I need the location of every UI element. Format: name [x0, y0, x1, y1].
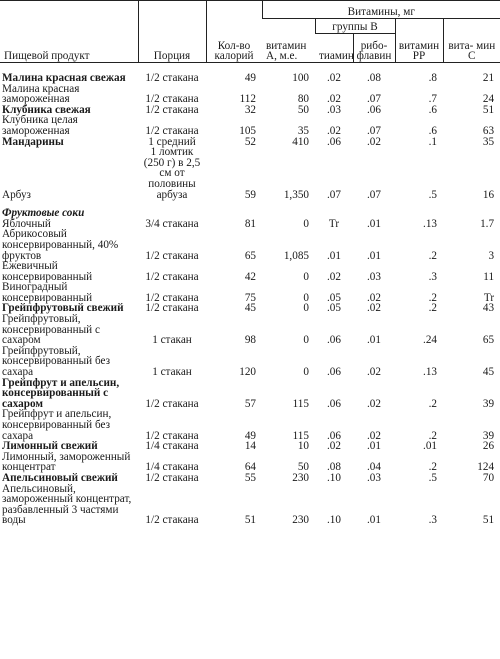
thiamin: .06	[327, 397, 341, 410]
product-name: Ежевичный консервированный	[2, 260, 93, 283]
table-row	[0, 378, 500, 410]
vitamin-a: 1,085	[283, 249, 309, 262]
riboflavin: .03	[367, 471, 381, 484]
section-title: Фруктовые соки	[2, 207, 85, 220]
thiamin: .02	[327, 124, 341, 137]
vitamin-c: 26	[482, 440, 495, 453]
vitamin-pp: .2	[428, 429, 437, 442]
table-row	[0, 346, 500, 378]
portion: 1/2 стакана	[145, 429, 199, 442]
vitamin-c: 3	[488, 249, 495, 262]
vitamin-c: 51	[482, 514, 495, 527]
header-vit-a: витамин А, м.е.	[262, 19, 315, 63]
calories: 120	[239, 366, 256, 379]
table-row	[0, 484, 500, 526]
riboflavin: .02	[367, 366, 381, 379]
table-row	[0, 282, 500, 303]
riboflavin: .08	[367, 72, 381, 84]
product-name: Абрикосовый консервированный, 40% фруктов	[2, 228, 119, 262]
product-name: Малина красная свежая	[2, 72, 126, 84]
table-row	[0, 261, 500, 282]
vitamin-a: 0	[303, 217, 309, 230]
portion: 1/4 стакана	[145, 440, 199, 453]
product-name: Апельсиновый свежий	[2, 471, 118, 484]
vitamin-pp: .3	[428, 514, 437, 527]
riboflavin: .04	[367, 461, 381, 474]
vitamin-a: 230	[292, 471, 309, 484]
portion: 1 ломтик (250 г) в 2,5 см от половины арбуза	[143, 146, 201, 201]
portion: 1/2 стакана	[145, 291, 199, 304]
vitamin-pp: .01	[423, 440, 437, 453]
vitamin-c: 65	[482, 334, 495, 347]
riboflavin: .03	[367, 270, 381, 283]
vitamin-pp: .2	[428, 249, 437, 262]
vitamin-pp: .1	[428, 135, 437, 148]
portion: 1 стакан	[152, 366, 192, 379]
header-thiamin: тиамин	[315, 34, 353, 63]
vitamin-c: Tr	[483, 291, 495, 304]
portion: 3/4 стакана	[145, 217, 199, 230]
riboflavin: .07	[367, 124, 381, 137]
vitamin-a: 115	[292, 397, 309, 410]
vitamin-c: 70	[482, 471, 495, 484]
product-name: Грейпфрут и апельсин, консервированный без сахара	[2, 408, 112, 442]
product-name: Лимонный свежий	[2, 440, 98, 453]
calories: 81	[244, 217, 256, 230]
table-row	[0, 473, 500, 484]
calories: 45	[244, 302, 256, 315]
vitamin-pp: .2	[428, 461, 437, 474]
product-name: Грейпфрутовый, консервированный без сахара	[2, 344, 111, 379]
table-row	[0, 229, 500, 261]
header-riboflavin: рибо- флавин	[353, 34, 395, 63]
vitamin-a: 0	[303, 291, 309, 304]
table-row	[0, 137, 500, 148]
vitamin-c: 16	[482, 188, 495, 201]
product-name: Виноградный консервированный	[2, 281, 93, 304]
calories: 51	[244, 514, 256, 527]
thiamin: .02	[327, 93, 341, 106]
vitamin-a: 10	[297, 440, 309, 453]
vitamin-a: 410	[292, 135, 309, 148]
vitamin-a: 0	[303, 366, 309, 379]
vitamin-pp: .13	[423, 217, 437, 230]
portion: 1/2 стакана	[145, 124, 199, 137]
vitamin-c: 21	[482, 72, 495, 84]
product-name: Грейпфрутовый свежий	[2, 302, 124, 315]
thiamin: .02	[327, 440, 341, 453]
vitamin-c: 39	[482, 429, 495, 442]
calories: 65	[244, 249, 256, 262]
riboflavin: .07	[367, 93, 381, 106]
table-row	[0, 219, 500, 230]
calories: 49	[244, 72, 256, 84]
calories: 105	[239, 124, 256, 137]
table-body	[0, 63, 500, 526]
portion: 1/2 стакана	[145, 270, 199, 283]
portion: 1 средний	[148, 135, 196, 148]
thiamin: .05	[327, 291, 341, 304]
product-name: Лимонный, замороженный концентрат	[2, 450, 131, 474]
riboflavin: .01	[367, 514, 381, 527]
portion: 1/2 стакана	[145, 103, 199, 116]
header-vit-c: вита- мин С	[443, 19, 500, 63]
thiamin: .06	[327, 334, 341, 347]
calories: 98	[244, 334, 256, 347]
calories: 42	[244, 270, 256, 283]
portion: 1/2 стакана	[145, 514, 199, 527]
vitamin-a: 0	[303, 302, 309, 315]
vitamin-pp: .24	[423, 334, 437, 347]
riboflavin: .02	[367, 302, 381, 315]
calories: 112	[239, 93, 256, 106]
vitamin-a: 35	[297, 124, 309, 137]
vitamin-pp: .5	[428, 471, 437, 484]
riboflavin: .06	[367, 103, 381, 116]
product-name: Малина красная замороженная	[2, 82, 80, 106]
vitamin-pp: .5	[428, 188, 437, 201]
vitamin-a: 0	[303, 334, 309, 347]
header-calories: Кол-во калорий	[206, 1, 262, 63]
product-name: Апельсиновый, замороженный концентрат, разбавленный 3 частями воды	[2, 482, 132, 527]
product-name: Яблочный	[2, 217, 51, 230]
calories: 32	[244, 103, 256, 116]
product-name: Клубника свежая	[2, 103, 91, 116]
thiamin: .02	[327, 270, 341, 283]
vitamin-pp: .2	[428, 302, 437, 315]
vitamin-c: 63	[482, 124, 495, 137]
vitamin-c: 51	[482, 103, 495, 116]
calories: 59	[244, 188, 256, 201]
calories: 52	[244, 135, 256, 148]
riboflavin: .07	[367, 188, 381, 201]
portion: 1/2 стакана	[145, 471, 199, 484]
vitamin-pp: .13	[423, 366, 437, 379]
thiamin: Tr	[328, 217, 340, 230]
vitamin-c: 24	[482, 93, 495, 106]
table-row	[0, 84, 500, 105]
riboflavin: .02	[367, 429, 381, 442]
portion: 1/2 стакана	[145, 397, 199, 410]
calories: 14	[244, 440, 256, 453]
thiamin: .05	[327, 302, 341, 315]
vitamin-c: 1.7	[480, 217, 495, 230]
vitamin-a: 50	[297, 103, 309, 116]
calories: 55	[244, 471, 256, 484]
vitamin-pp: .7	[428, 93, 437, 106]
product-name: Грейпфрут и апельсин, консервированный с сахаром	[2, 376, 120, 410]
vitamin-a: 230	[292, 514, 309, 527]
thiamin: .10	[327, 514, 341, 527]
portion: 1/2 стакана	[145, 72, 199, 84]
portion: 1 стакан	[152, 334, 192, 347]
header-vit-pp: витамин РР	[395, 19, 443, 63]
product-name: Грейпфрутовый, консервированный с сахаром	[2, 313, 100, 347]
vitamin-a: 100	[292, 72, 309, 84]
riboflavin: .01	[367, 249, 381, 262]
riboflavin: .02	[367, 397, 381, 410]
header-group-b: группы B	[315, 19, 395, 34]
header-portion: Порция	[138, 1, 206, 63]
portion: 1/2 стакана	[145, 249, 199, 262]
vitamin-a: 1,350	[283, 188, 309, 201]
calories: 64	[244, 461, 256, 474]
table-row	[0, 452, 500, 473]
vitamin-a: 80	[297, 93, 309, 106]
vitamin-a: 50	[297, 461, 309, 474]
thiamin: .01	[327, 249, 341, 262]
product-name: Клубника целая замороженная	[2, 114, 78, 137]
riboflavin: .02	[367, 291, 381, 304]
vitamin-a: 115	[292, 429, 309, 442]
thiamin: .06	[327, 366, 341, 379]
vitamin-c: 45	[482, 366, 495, 379]
header-vitamins: Витамины, мг	[262, 1, 500, 19]
thiamin: .10	[327, 471, 341, 484]
vitamin-c: 43	[482, 302, 495, 315]
calories: 57	[244, 397, 256, 410]
table-row	[0, 409, 500, 441]
riboflavin: .01	[367, 334, 381, 347]
portion: 1/4 стакана	[145, 461, 199, 474]
riboflavin: .02	[367, 135, 381, 148]
table-row	[0, 115, 500, 136]
portion: 1/2 стакана	[145, 302, 199, 315]
calories: 75	[244, 291, 256, 304]
thiamin: .02	[327, 72, 341, 84]
vitamin-pp: .2	[428, 397, 437, 410]
vitamin-a: 0	[303, 270, 309, 283]
table-row	[0, 73, 500, 84]
thiamin: .06	[327, 429, 341, 442]
vitamin-pp: .3	[428, 270, 437, 283]
thiamin: .03	[327, 103, 341, 116]
thiamin: .08	[327, 461, 341, 474]
product-name: Мандарины	[2, 135, 64, 148]
riboflavin: .01	[367, 440, 381, 453]
vitamin-pp: .6	[428, 124, 437, 137]
riboflavin: .01	[367, 217, 381, 230]
table-row	[0, 314, 500, 346]
vitamin-pp: .8	[428, 72, 437, 84]
vitamin-pp: .2	[428, 291, 437, 304]
vitamin-c: 39	[482, 397, 495, 410]
vitamin-c: 124	[477, 461, 495, 474]
vitamin-pp: .6	[428, 103, 437, 116]
vitamin-c: 11	[483, 270, 495, 283]
table-row	[0, 147, 500, 200]
thiamin: .07	[327, 188, 341, 201]
header-product: Пищевой продукт	[0, 1, 138, 63]
thiamin: .06	[327, 135, 341, 148]
calories: 49	[244, 429, 256, 442]
vitamin-c: 35	[482, 135, 495, 148]
product-name: Арбуз	[2, 188, 31, 201]
portion: 1/2 стакана	[145, 93, 199, 106]
